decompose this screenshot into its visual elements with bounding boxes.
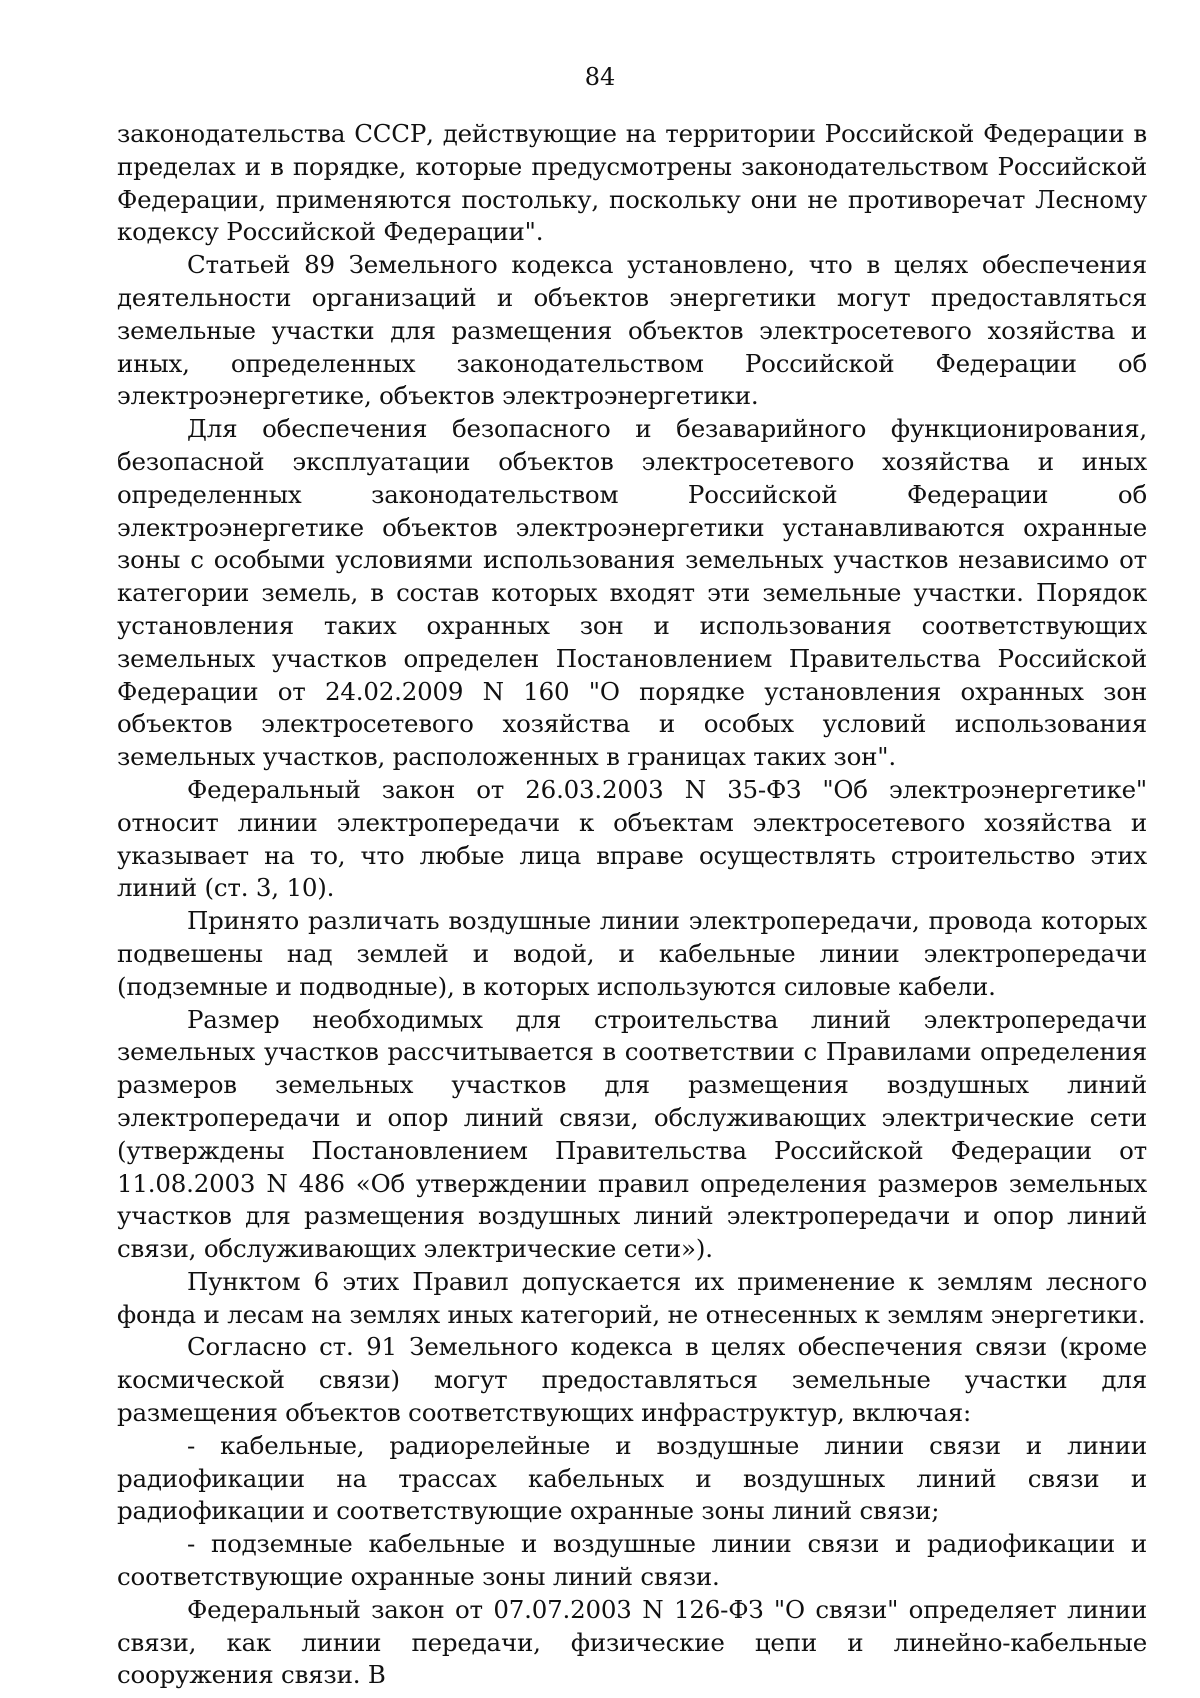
paragraph-continuation: законодательства СССР, действующие на территории Российской Федерации в пределах и в порядке, которые предусмотрены законодательством Российской Федерации, применяются постольку, поскольку они не противоречат Лесному кодексу Российской Федерации". — [117, 119, 1147, 247]
paragraph-federal-law-126: Федеральный закон от 07.07.2003 N 126-ФЗ "О связи" определяет линии связи, как линии передачи, физические цепи и линейно-кабельные сооружения связи. В — [117, 1594, 1147, 1690]
paragraph-rule-point-6: Пунктом 6 этих Правил допускается их применение к землям лесного фонда и лесам на землях иных категорий, не отнесенных к землям энергетики. — [117, 1266, 1147, 1329]
list-item-cable-lines: - кабельные, радиорелейные и воздушные линии связи и линии радиофикации на трассах кабельных и воздушных линий связи и радиофикации и соответствующие охранные зоны линий связи; — [117, 1430, 1147, 1526]
paragraph-protection-zones: Для обеспечения безопасного и безаварийного функционирования, безопасной эксплуатации объектов электросетевого хозяйства и иных определенных законодательством Российской Федерации об электроэнергетике объектов электроэнергетики устанавливаются охранные зоны с особыми условиями использования земельных участков независимо от категории земель, в состав которых входят эти земельные участки. Порядок установления таких охранных зон и использования соответствующих земельных участков определен Постановлением Правительства Российской Федерации от 24.02.2009 N 160 "О порядке установления охранных зон объектов электросетевого хозяйства и особых условий использования земельных участков, расположенных в границах таких зон". — [117, 414, 1147, 772]
paragraph-federal-law-35: Федеральный закон от 26.03.2003 N 35-ФЗ "Об электроэнергетике" относит линии электропередачи к объектам электросетевого хозяйства и указывает на то, что любые лица вправе осуществлять строительство этих линий (ст. 3, 10). — [117, 774, 1147, 903]
paragraph-article-89: Статьей 89 Земельного кодекса установлено, что в целях обеспечения деятельности организаций и объектов энергетики могут предоставляться земельные участки для размещения объектов электросетевого хозяйства и иных, определенных законодательством Российской Федерации об электроэнергетике, объектов электроэнергетики. — [117, 250, 1147, 411]
paragraph-article-91: Согласно ст. 91 Земельного кодекса в целях обеспечения связи (кроме космической связи) могут предоставляться земельные участки для размещения объектов соответствующих инфраструктур, включая: — [117, 1332, 1147, 1428]
paragraph-land-size-rules: Размер необходимых для строительства линий электропередачи земельных участков рассчитывается в соответствии с Правилами определения размеров земельных участков для размещения воздушных линий электропередачи и опор линий связи, обслуживающих электрические сети (утверждены Постановлением Правительства Российской Федерации от 11.08.2003 N 486 «Об утверждении правил определения размеров земельных участков для размещения воздушных линий электропередачи и опор линий связи, обслуживающих электрические сети»). — [117, 1004, 1147, 1264]
page-number: 84 — [584, 63, 616, 91]
list-item-underground-lines: - подземные кабельные и воздушные линии связи и радиофикации и соответствующие охранные зоны линий связи. — [117, 1529, 1147, 1592]
document-body — [117, 118, 1147, 1692]
paragraph-line-types: Принято различать воздушные линии электропередачи, провода которых подвешены над землей и водой, и кабельные линии электропередачи (подземные и подводные), в которых используются силовые кабели. — [117, 906, 1147, 1001]
